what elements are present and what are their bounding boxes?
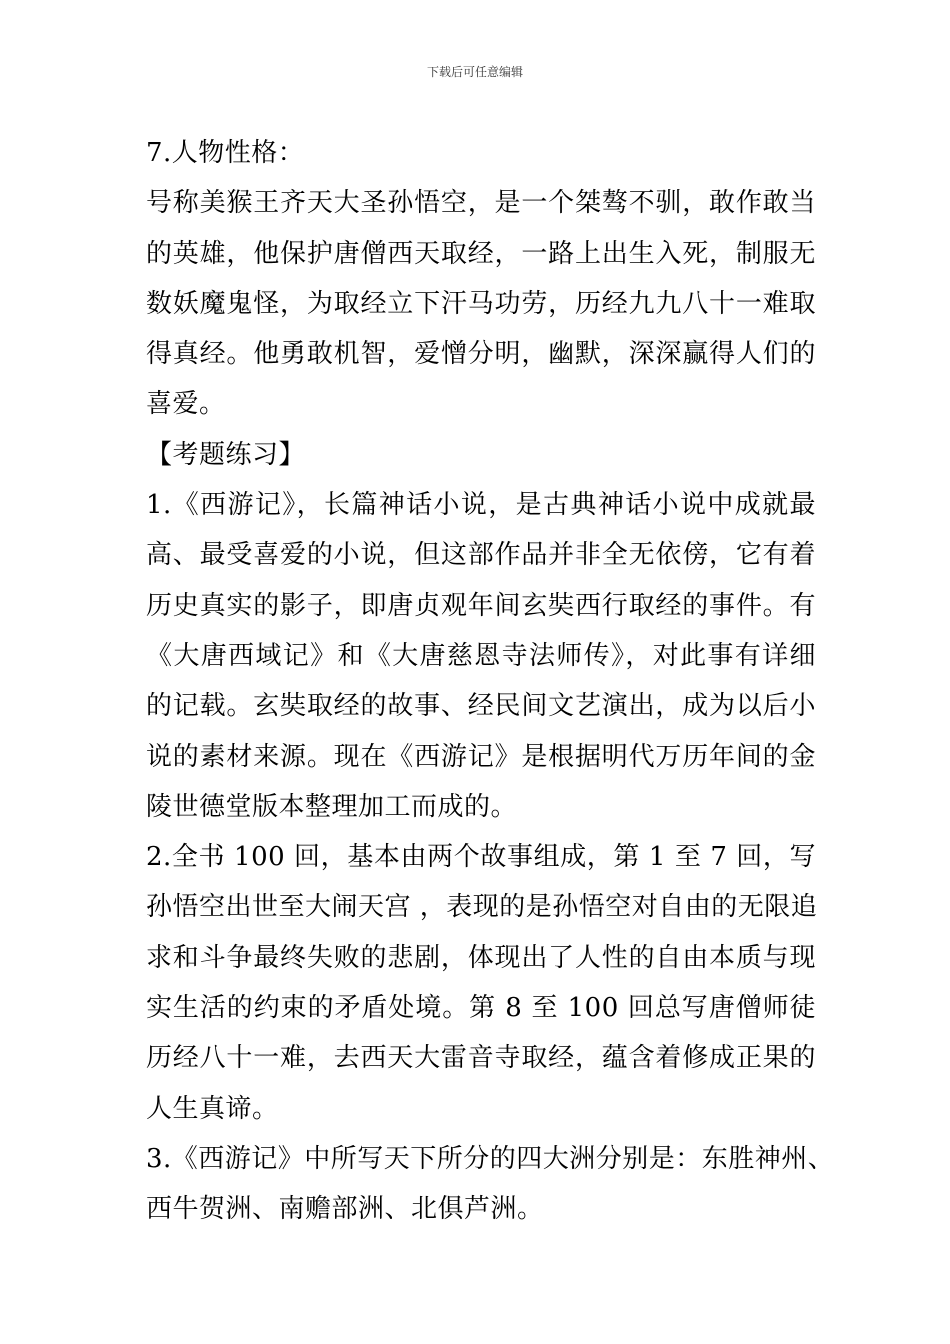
document-body [146, 128, 835, 1235]
paragraph-line: 号称美猴王齐天大圣孙悟空，是一个桀骜不驯，敢作敢当 [146, 188, 816, 219]
paragraph-line: 说的素材来源。现在《西游记》是根据明代万历年间的金 [146, 741, 816, 772]
paragraph-line: 历经八十一难，去西天大雷音寺取经，蕴含着修成正果的 [146, 1043, 816, 1074]
paragraph-line: 西牛贺洲、南赡部洲、北俱芦洲。 [146, 1194, 544, 1225]
paragraph-line: 的记载。玄奘取经的故事、经民间文艺演出，成为以后小 [146, 691, 816, 722]
paragraph-line: 得真经。他勇敢机智，爱憎分明，幽默，深深赢得人们的 [146, 339, 816, 370]
paragraph-line: 孙悟空出世至大闹天宫 ，表现的是孙悟空对自由的无限追 [146, 892, 818, 923]
paragraph-line: 求和斗争最终失败的悲剧，体现出了人性的自由本质与现 [146, 942, 816, 973]
paragraph-line: 的英雄，他保护唐僧西天取经，一路上出生入死，制服无 [146, 238, 816, 269]
paragraph-line: 2.全书 100 回，基本由两个故事组成，第 1 至 7 回，写 [146, 842, 816, 873]
paragraph-line: 人生真谛。 [146, 1093, 279, 1124]
paragraph-line: 实生活的约束的矛盾处境。第 8 至 100 回总写唐僧师徒 [146, 993, 816, 1024]
section-heading-character: 7.人物性格： [146, 138, 305, 168]
section-heading-exercises: 【考题练习】 [146, 439, 306, 470]
paragraph-line: 喜爱。 [146, 389, 226, 420]
paragraph-line: 数妖魔鬼怪，为取经立下汗马功劳，历经九九八十一难取 [146, 288, 816, 319]
paragraph-line: 历史真实的影子，即唐贞观年间玄奘西行取经的事件。有 [146, 590, 816, 621]
paragraph-line: 3.《西游记》中所写天下所分的四大洲分别是：东胜神州、 [146, 1143, 835, 1174]
paragraph-line: 1.《西游记》，长篇神话小说，是古典神话小说中成就最 [146, 490, 816, 521]
paragraph-line: 高、最受喜爱的小说，但这部作品并非全无依傍，它有着 [146, 540, 816, 571]
paragraph-line: 陵世德堂版本整理加工而成的。 [146, 791, 518, 822]
page-header: 下载后可任意编辑 [426, 65, 523, 79]
paragraph-line: 《大唐西域记》和《大唐慈恩寺法师传》，对此事有详细 [146, 640, 816, 671]
